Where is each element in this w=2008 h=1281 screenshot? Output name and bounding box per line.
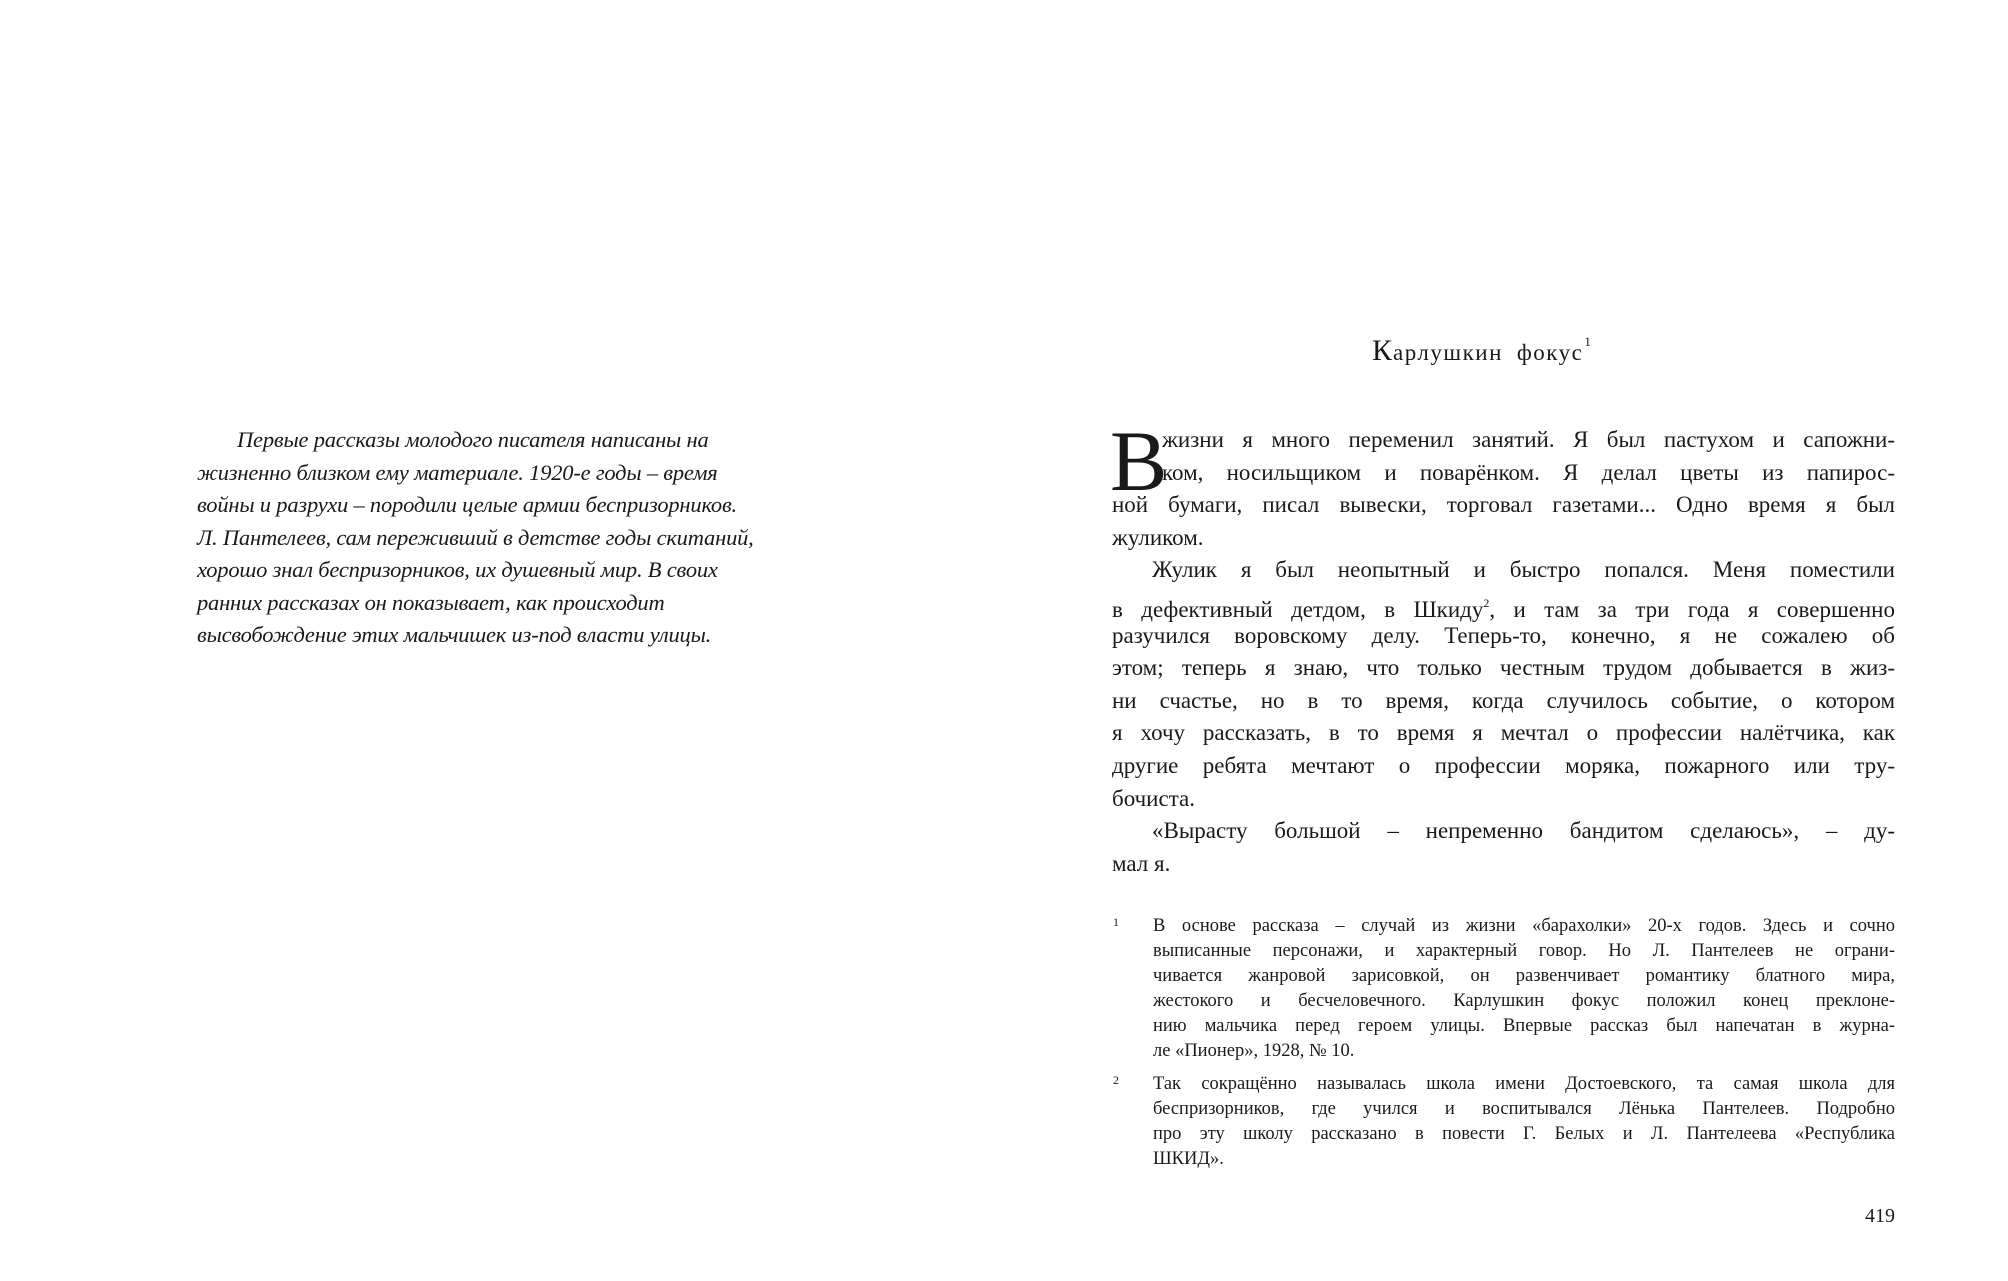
body-line: «Вырасту большой – непременно бандитом сделаюсь», – ду- xyxy=(1152,818,1895,844)
page-number: 419 xyxy=(1865,1205,1895,1227)
body-line: другие ребята мечтают о профессии моряка, пожарного или тру- xyxy=(1112,752,1895,778)
footnote-line: беспризорников, где учился и воспитывался Лёнька Пантелеев. Подробно xyxy=(1153,1099,1895,1119)
intro-line: Первые рассказы молодого писателя написаны на xyxy=(237,427,709,452)
intro-line: жизненно близком ему материале. 1920-е годы – время xyxy=(197,459,718,485)
footnote-line: ле «Пионер», 1928, № 10. xyxy=(1153,1041,1355,1061)
footnote-line: про эту школу рассказано в повести Г. Белых и Л. Пантелеева «Республика xyxy=(1153,1124,1895,1144)
footnote-line: нию мальчика перед героем улицы. Впервые рассказ был напечатан в журна- xyxy=(1153,1016,1895,1036)
title-footnote-ref[interactable]: 1 xyxy=(1584,334,1592,349)
title-initial: К xyxy=(1372,334,1394,367)
body-line-part: , и там за три года я совершенно xyxy=(1489,596,1895,622)
drop-cap: В xyxy=(1110,413,1168,509)
body-line: мал я. xyxy=(1112,850,1171,876)
body-line-part: в дефективный детдом, в Шкиду xyxy=(1112,596,1484,622)
body-line: я хочу рассказать, в то время я мечтал о профессии налётчика, как xyxy=(1112,720,1895,746)
intro-line: Л. Пантелеев, сам переживший в детстве годы скитаний, xyxy=(197,524,754,550)
body-line: ной бумаги, писал вывески, торговал газетами... Одно время я был xyxy=(1112,492,1895,518)
intro-line: ранних рассказах он показывает, как происходит xyxy=(197,589,665,615)
footnote-number: 1 xyxy=(1113,915,1119,929)
body-line: жуликом. xyxy=(1112,524,1204,550)
footnote-1 xyxy=(1112,914,1895,1064)
intro-line: высвобождение этих мальчишек из-под власти улицы. xyxy=(197,622,712,647)
body-footnote-ref[interactable]: 2 xyxy=(1483,595,1490,610)
story-title xyxy=(1372,322,1592,373)
footnote-number: 2 xyxy=(1113,1073,1119,1087)
intro-line: хорошо знал беспризорников, их душевный мир. В своих xyxy=(197,557,718,582)
body-line: бочиста. xyxy=(1112,785,1195,811)
footnote-2 xyxy=(1112,1072,1895,1172)
footnote-line: жестокого и бесчеловечного. Карлушкин фокус положил конец преклоне- xyxy=(1153,991,1895,1011)
body-line: ком, носильщиком и поварёнком. Я делал цветы из папирос- xyxy=(1162,459,1895,485)
intro-line: войны и разрухи – породили целые армии беспризорников. xyxy=(197,492,737,517)
title-word-1: арлушкин xyxy=(1393,340,1503,365)
footnote-line: В основе рассказа – случай из жизни «барахолки» 20-х годов. Здесь и сочно xyxy=(1153,916,1895,936)
body-line xyxy=(1112,587,1895,620)
body-line: этом; теперь я знаю, что только честным трудом добывается в жиз- xyxy=(1112,655,1895,681)
intro-paragraph xyxy=(197,424,817,652)
title-word-2: фокус xyxy=(1516,340,1584,365)
footnote-line: Так сокращённо называлась школа имени Достоевского, та самая школа для xyxy=(1153,1074,1895,1094)
footnotes xyxy=(1112,914,1895,1180)
footnote-line: выписанные персонажи, и характерный говор. Но Л. Пантелеев не ограни- xyxy=(1153,941,1895,961)
footnote-line: ШКИД». xyxy=(1153,1149,1224,1169)
footnote-line: чивается жанровой зарисовкой, он развенчивает романтику блатного мира, xyxy=(1153,966,1895,986)
story-body xyxy=(1112,424,1895,880)
body-line: жизни я много переменил занятий. Я был пастухом и сапожни- xyxy=(1162,427,1895,452)
body-line: разучился воровскому делу. Теперь-то, конечно, я не сожалею об xyxy=(1112,622,1895,648)
body-line: ни счастье, но в то время, когда случилось событие, о котором xyxy=(1112,687,1895,713)
body-line: Жулик я был неопытный и быстро попался. Меня поместили xyxy=(1152,557,1895,583)
